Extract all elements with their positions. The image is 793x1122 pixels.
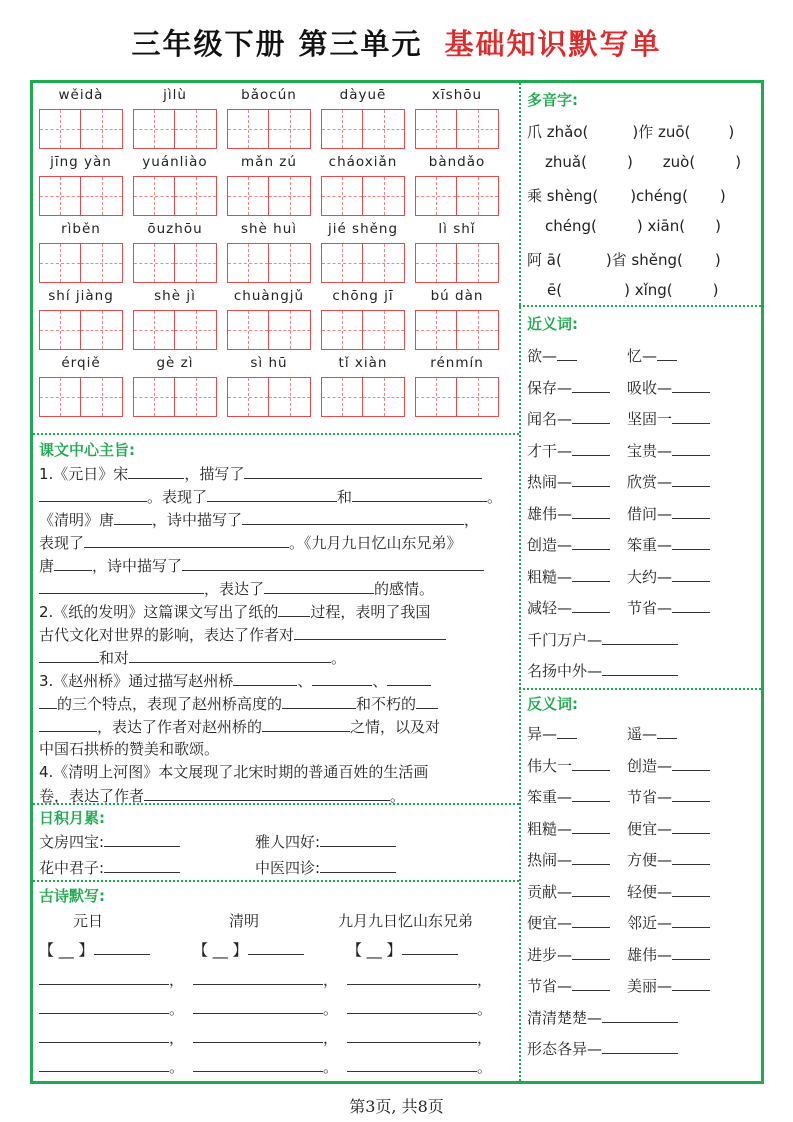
tianzige-cell[interactable] [81,243,123,283]
pinyin-label: shè huì [240,221,298,237]
pinyin-label: wěidà [58,87,104,103]
pinyin-label: lì shǐ [438,221,476,237]
page-title [0,22,793,63]
antonym-item: 创造— [627,755,710,776]
writing-cells[interactable] [415,243,499,283]
divider [33,880,519,882]
section-synonym-title: 近义词: [527,315,578,333]
synonym-item: 借问— [627,503,710,524]
poem-line[interactable]: ， [193,1027,338,1048]
center-line: 《清明》唐 ，诗中描写了 ， [39,511,480,529]
tianzige-cell[interactable] [321,377,363,417]
pinyin-label: chōng jī [332,288,394,304]
page-footer: 第3页, 共8页 [349,1097,444,1116]
poem-line[interactable]: ， [347,1027,492,1048]
writing-cells[interactable] [415,310,499,350]
writing-cells[interactable] [227,109,311,149]
synonym-item: 才干— [527,440,610,461]
tianzige-cell[interactable] [133,310,175,350]
synonym-item: 雄伟— [527,503,610,524]
tianzige-cell[interactable] [133,377,175,417]
polyphone-row: ē( ) xǐng( ) [547,281,719,299]
pinyin-label: shè jì [154,288,196,304]
antonym-item: 节省— [527,975,610,996]
section-antonym-title: 反义词: [527,695,578,713]
pinyin-label: xīshōu [431,87,483,103]
tianzige-cell[interactable] [133,176,175,216]
tianzige-cell[interactable] [175,310,217,350]
center-line: 卷，表达了作者 。 [39,787,406,805]
synonym-item: 粗糙— [527,566,610,587]
writing-cells[interactable] [39,377,123,417]
pinyin-label: dàyuē [339,87,387,103]
writing-cells[interactable] [415,109,499,149]
tianzige-cell[interactable] [81,176,123,216]
polyphone-row: 爪 zhǎo( )作 zuō( ) [527,123,735,141]
tianzige-cell[interactable] [415,176,457,216]
tianzige-cell[interactable] [133,109,175,149]
antonym-item: 美丽— [627,975,710,996]
pinyin-label: bǎocún [241,87,297,103]
center-line: 中国石拱桥的赞美和歌颂。 [39,740,220,758]
antonym-item: 邻近— [627,912,710,933]
writing-cells[interactable] [133,310,217,350]
center-line: ，表达了作者对赵州桥的 之情，以及对 [39,716,440,737]
poem-title: 九月九日忆山东兄弟 [338,912,474,930]
antonym-item: 便宜— [627,818,710,839]
antonym-item: 轻便— [627,881,710,902]
poem-line[interactable]: 。 [193,998,338,1019]
polyphone-row: 阿 ā( )省 shěng( ) [527,251,721,269]
daily-item: 文房四宝: [39,831,180,852]
tianzige-cell[interactable] [39,243,81,283]
center-line: 唐 ，诗中描写了 [39,555,484,576]
writing-cells[interactable] [133,243,217,283]
tianzige-cell[interactable] [39,377,81,417]
writing-cells[interactable] [227,243,311,283]
synonym-item: 坚固一 [627,408,710,429]
synonym-item: 热闹— [527,471,610,492]
tianzige-cell[interactable] [363,243,405,283]
divider [519,305,761,307]
antonym-item: 笨重— [527,786,610,807]
pinyin-label: bú dàn [430,288,484,304]
center-line: 。表现了 和 。 [39,486,502,507]
tianzige-cell[interactable] [227,243,269,283]
tianzige-cell[interactable] [363,310,405,350]
tianzige-cell[interactable] [227,109,269,149]
tianzige-cell[interactable] [269,310,311,350]
center-line: 1.《元日》宋 ，描写了 [39,463,482,484]
tianzige-cell[interactable] [39,109,81,149]
writing-cells[interactable] [321,109,405,149]
poem-line[interactable]: ， [39,1027,184,1048]
tianzige-cell[interactable] [363,176,405,216]
synonym-item: 笨重— [627,534,710,555]
tianzige-cell[interactable] [81,377,123,417]
center-line: 2.《纸的发明》这篇课文写出了纸的 过程，表明了我国 [39,603,431,621]
section-poem-title: 古诗默写: [39,887,105,905]
tianzige-cell[interactable] [415,109,457,149]
pinyin-label: rénmín [430,355,484,371]
center-line: 和对 。 [39,647,346,668]
antonym-item: 节省— [627,786,710,807]
poem-author-blank: 【 __ 】 [193,939,304,960]
tianzige-cell[interactable] [81,310,123,350]
antonym-item: 形态各异— [527,1038,678,1059]
synonym-item: 减轻— [527,597,610,618]
synonym-item: 吸收— [627,377,710,398]
synonym-item: 千门万户— [527,629,678,650]
tianzige-cell[interactable] [457,310,499,350]
title-highlight: 基础知识默写单 [444,27,662,61]
synonym-item: 欲— [527,345,577,366]
writing-cells[interactable] [39,310,123,350]
poem-title: 清明 [229,912,260,930]
tianzige-cell[interactable] [321,176,363,216]
center-line: 表现了 。《九月九日忆山东兄弟》 [39,534,462,552]
tianzige-cell[interactable] [415,310,457,350]
tianzige-cell[interactable] [133,243,175,283]
synonym-item: 节省— [627,597,710,618]
pinyin-label: bàndǎo [428,154,486,170]
poem-line[interactable]: ， [347,969,492,990]
writing-cells[interactable] [227,176,311,216]
tianzige-cell[interactable] [39,176,81,216]
pinyin-label: yuánliào [142,154,208,170]
tianzige-cell[interactable] [415,377,457,417]
column-divider [519,83,521,1081]
writing-cells[interactable] [39,109,123,149]
divider [33,433,519,435]
tianzige-cell[interactable] [321,243,363,283]
synonym-item: 闻名— [527,408,610,429]
pinyin-label: cháoxiǎn [328,154,398,170]
tianzige-cell[interactable] [175,109,217,149]
tianzige-cell[interactable] [363,377,405,417]
poem-line[interactable]: ， [39,969,184,990]
tianzige-cell[interactable] [227,176,269,216]
tianzige-cell[interactable] [227,377,269,417]
writing-cells[interactable] [39,243,123,283]
poem-title: 元日 [73,912,104,930]
center-line: 古代文化对世界的影响，表达了作者对 [39,624,446,645]
antonym-item: 遥— [627,723,677,744]
antonym-item: 热闹— [527,849,610,870]
tianzige-cell[interactable] [269,176,311,216]
pinyin-label: tǐ xiàn [338,355,388,371]
pinyin-label: sì hū [250,355,288,371]
synonym-item: 欣赏— [627,471,710,492]
tianzige-cell[interactable] [457,243,499,283]
poem-line[interactable]: 。 [347,1056,492,1077]
tianzige-cell[interactable] [175,377,217,417]
synonym-item: 忆— [627,345,677,366]
pinyin-label: shí jiàng [48,288,114,304]
poem-line[interactable]: 。 [39,998,184,1019]
center-line: 的三个特点，表现了赵州桥高度的 和不朽的 [39,693,438,714]
divider [519,688,761,690]
writing-cells[interactable] [321,310,405,350]
pinyin-label: gè zì [156,355,194,371]
daily-item: 雅人四好: [255,831,396,852]
pinyin-label: rìběn [61,221,101,237]
writing-cells[interactable] [133,176,217,216]
section-center-title: 课文中心主旨: [39,441,135,459]
writing-cells[interactable] [415,176,499,216]
writing-cells[interactable] [321,377,405,417]
pinyin-label: érqiě [61,355,101,371]
polyphone-row: chéng( ) xiān( ) [545,217,721,235]
center-line: 4.《清明上河图》本文展现了北宋时期的普通百姓的生活画 [39,763,429,781]
poem-line[interactable]: 。 [39,1056,184,1077]
writing-cells[interactable] [227,377,311,417]
writing-cells[interactable] [133,109,217,149]
section-polyphone-title: 多音字: [527,91,578,109]
poem-line[interactable]: ， [193,969,338,990]
antonym-item: 便宜— [527,912,610,933]
tianzige-cell[interactable] [321,310,363,350]
antonym-item: 贡献— [527,881,610,902]
antonym-item: 方便— [627,849,710,870]
tianzige-cell[interactable] [269,109,311,149]
synonym-item: 大约— [627,566,710,587]
synonym-item: 创造— [527,534,610,555]
antonym-item: 粗糙— [527,818,610,839]
title-main: 三年级下册 第三单元 [131,27,423,61]
antonym-item: 异— [527,723,577,744]
tianzige-cell[interactable] [415,243,457,283]
writing-cells[interactable] [415,377,499,417]
tianzige-cell[interactable] [269,377,311,417]
tianzige-cell[interactable] [457,377,499,417]
antonym-item: 清清楚楚— [527,1007,678,1028]
pinyin-label: jīng yàn [50,154,112,170]
center-line: ，表达了 的感情。 [39,578,434,599]
synonym-item: 名扬中外— [527,660,678,681]
polyphone-row: zhuǎ( ) zuò( ) [545,153,742,171]
tianzige-cell[interactable] [457,109,499,149]
writing-cells[interactable] [133,377,217,417]
tianzige-cell[interactable] [457,176,499,216]
tianzige-cell[interactable] [227,310,269,350]
pinyin-label: jìlù [163,87,187,103]
polyphone-row: 乘 shèng( )chéng( ) [527,187,726,205]
pinyin-label: jié shěng [327,221,399,237]
antonym-item: 伟大一 [527,755,610,776]
tianzige-cell[interactable] [39,310,81,350]
pinyin-label: chuàngjǔ [233,288,305,304]
poem-author-blank: 【 __ 】 [347,939,458,960]
writing-cells[interactable] [321,176,405,216]
tianzige-cell[interactable] [321,109,363,149]
tianzige-cell[interactable] [175,176,217,216]
daily-item: 中医四诊: [255,857,396,878]
pinyin-label: ōuzhōu [147,221,203,237]
tianzige-cell[interactable] [269,243,311,283]
tianzige-cell[interactable] [363,109,405,149]
poem-line[interactable]: 。 [193,1056,338,1077]
antonym-item: 进步— [527,944,610,965]
tianzige-cell[interactable] [175,243,217,283]
poem-author-blank: 【 __ 】 [39,939,150,960]
synonym-item: 宝贵— [627,440,710,461]
writing-cells[interactable] [227,310,311,350]
section-daily-title: 日积月累: [39,809,105,827]
antonym-item: 雄伟— [627,944,710,965]
writing-cells[interactable] [39,176,123,216]
daily-item: 花中君子: [39,857,180,878]
center-line: 3.《赵州桥》通过描写赵州桥 、 、 [39,670,431,691]
poem-line[interactable]: 。 [347,998,492,1019]
writing-cells[interactable] [321,243,405,283]
worksheet-frame [30,80,764,1084]
pinyin-label: mǎn zú [241,154,297,170]
synonym-item: 保存— [527,377,610,398]
tianzige-cell[interactable] [81,109,123,149]
